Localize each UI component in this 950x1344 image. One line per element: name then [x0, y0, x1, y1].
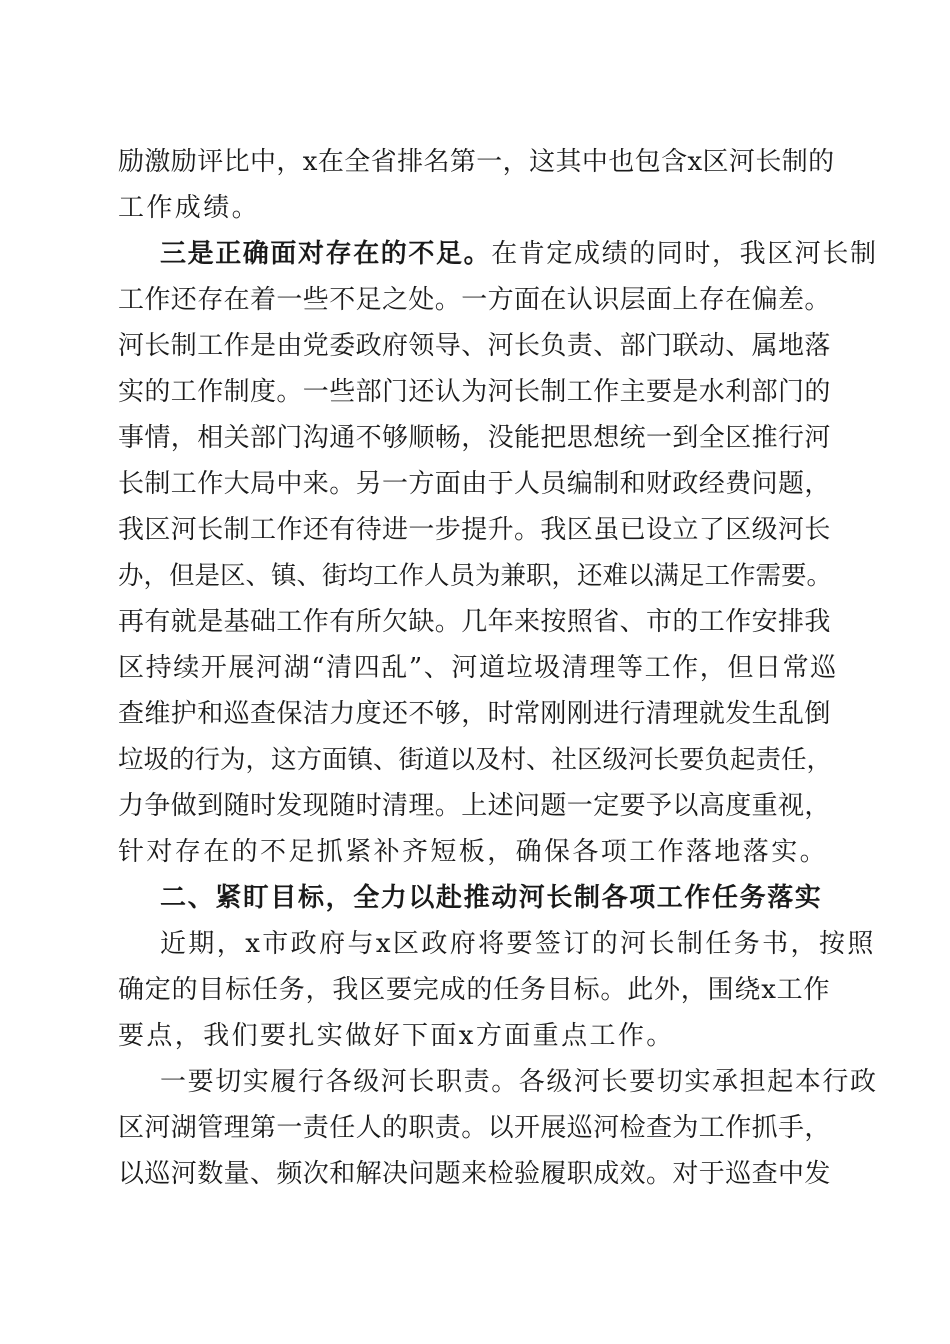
- text-line: 工作还存在着一些不足之处。一方面在认识层面上存在偏差。: [118, 285, 831, 315]
- text-line: 我区河长制工作还有待进一步提升。我区虽已设立了区级河长: [118, 515, 831, 545]
- text-line: 河长制工作是由党委政府领导、河长负责、部门联动、属地落: [118, 331, 831, 361]
- text-line: 要点，我们要扎实做好下面x方面重点工作。: [118, 1021, 675, 1051]
- text-line: 确定的目标任务，我区要完成的任务目标。此外，围绕x工作: [118, 975, 831, 1005]
- text-line: 一要切实履行各级河长职责。各级河长要切实承担起本行政: [160, 1067, 878, 1097]
- text-line: 办，但是区、镇、街均工作人员为兼职，还难以满足工作需要。: [118, 561, 833, 591]
- text-line: 实的工作制度。一些部门还认为河长制工作主要是水利部门的: [118, 377, 831, 407]
- text-line: 查维护和巡查保洁力度还不够，时常刚刚进行清理就发生乱倒: [118, 699, 831, 729]
- text-line: 区河湖管理第一责任人的职责。以开展巡河检查为工作抓手，: [118, 1113, 831, 1143]
- text-line: 力争做到随时发现随时清理。上述问题一定要予以高度重视，: [118, 791, 831, 821]
- text-line: 再有就是基础工作有所欠缺。几年来按照省、市的工作安排我: [118, 607, 831, 637]
- text-line: 工作成绩。: [118, 193, 261, 223]
- paragraph-lead-phrase: 三是正确面对存在的不足。: [160, 239, 492, 269]
- text-line: 励激励评比中，x在全省排名第一，这其中也包含x区河长制的: [118, 147, 835, 177]
- text-line: 事情，相关部门沟通不够顺畅，没能把思想统一到全区推行河: [118, 423, 831, 453]
- text-line: 长制工作大局中来。另一方面由于人员编制和财政经费问题，: [118, 469, 831, 499]
- text-line: 垃圾的行为，这方面镇、街道以及村、社区级河长要负起责任，: [118, 745, 833, 775]
- text-line: 在肯定成绩的同时，我区河长制: [491, 239, 878, 269]
- text-line: 区持续开展河湖“清四乱”、河道垃圾清理等工作，但日常巡: [118, 653, 838, 683]
- section-heading: 二、紧盯目标，全力以赴推动河长制各项工作任务落实: [160, 883, 823, 913]
- text-line: 针对存在的不足抓紧补齐短板，确保各项工作落地落实。: [118, 837, 829, 867]
- paragraph-line: [160, 234, 880, 274]
- text-line: 以巡河数量、频次和解决问题来检验履职成效。对于巡查中发: [118, 1159, 831, 1189]
- text-line: 近期，x市政府与x区政府将要签订的河长制任务书，按照: [160, 929, 876, 959]
